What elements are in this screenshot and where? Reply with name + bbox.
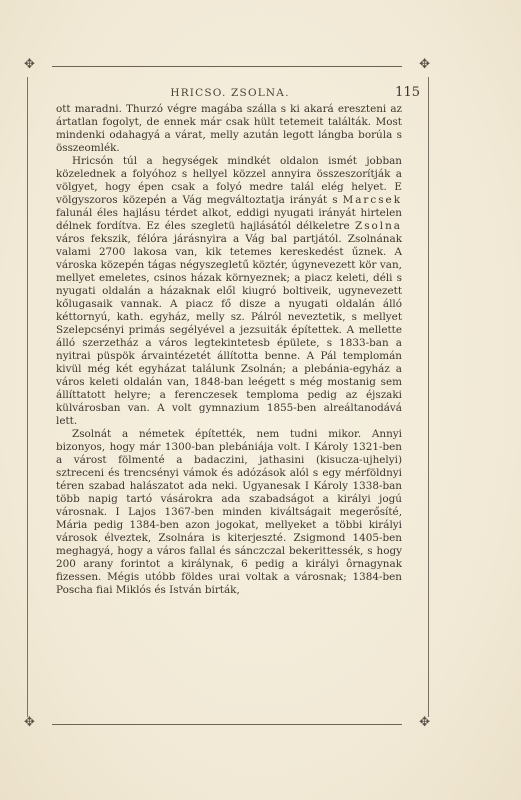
- paragraph: [56, 155, 402, 428]
- page-header: [40, 83, 420, 99]
- left-border-rule: [27, 77, 28, 717]
- paragraph: [56, 103, 402, 155]
- text-run: város fekszik, félóra járásnyira a Vág bal partjától. Zsolnának valami 2700 lakosa van, kik tetemes kereskedést űznek. A városka közepén tágas négyszegletű köztér, úgynevezett kör van, mellyet emeletes, csinos házak környeznek; a piacz keleti, déli s nyugati oldalán a házaknak elől kiugró boltiveik, ugynevezett kőlugasaik vannak. A piacz fő disze a nyugati oldalán álló kéttornyú, kath. egyház, melly sz. Pálról neveztetik, s mellyet Szelepcsényi primás segélyével a jezsuiták építettek. A mellette álló szerzetház a város legtekintetesb épülete, s 1833-ban a nyitrai püspök árvaintézetét állította benne. A Pál templomán kivül még két egyházat találunk Zsolnán; a plebánia-egyház a város keleti oldalán van, 1848-ban leégett s még mostanig sem állíttatott helyre; a ferenczesek temploma pedig az éjszaki külvárosban van. A volt gymnazium 1855-ben alreáltanodává lett.: [56, 233, 402, 427]
- text-run: falunál éles hajlásu térdet alkot, eddigi nyugati irányát hirtelen délnek fordítva. Ez éles szegletü hajlásától délkeletre: [56, 207, 402, 232]
- top-rule: [52, 66, 402, 67]
- spaced-place-name: Zsolna: [354, 220, 402, 232]
- top-left-ornament-icon: ✥: [24, 57, 35, 72]
- right-border-rule: [428, 77, 429, 717]
- bottom-left-ornament-icon: ✥: [24, 715, 35, 730]
- paragraph: [56, 428, 402, 597]
- bottom-ornamental-border: [24, 715, 430, 730]
- page-number: 115: [395, 85, 420, 100]
- bottom-rule: [52, 724, 402, 725]
- top-right-ornament-icon: ✥: [419, 57, 430, 72]
- top-ornamental-border: [24, 57, 430, 72]
- running-title: HRICSO. ZSOLNA.: [170, 87, 290, 99]
- text-run: ott maradni. Thurzó végre magába szálla s ki akará ereszteni az ártatlan fogolyt, de ennek már csak hült tetemeit találták. Most mindenki odahagyá a várat, melly azután legott lángba borúla s összeomlék.: [56, 103, 402, 154]
- body-text: [56, 103, 402, 597]
- bottom-right-ornament-icon: ✥: [419, 715, 430, 730]
- text-run: Zsolnát a németek építették, nem tudni mikor. Annyi bizonyos, hogy már 1300-ban plebániája volt. I Károly 1321-ben a várost fölmenté a badaczini, jathasini (kisucza-ujhelyi) sztreceni és trencsényi vámok és adózások alól s egy mérföldnyi téren szabad halászatot ada neki. Ugyanesak I Károly 1338-ban több napig tartó vásárokra ada szabadságot a királyi jogú városnak. I Lajos 1367-ben minden kiváltságait megerősíté, Mária pedig 1384-ben azon jogokat, mellyeket a többi királyi városok élveztek, Zsolnára is kiterjeszté. Zsigmond 1405-ben meghagyá, hogy a város fallal és sánczczal bekerittessék, s hogy 200 arany forintot a királynak, 6 pedig a királyi ôrnagynak fizessen. Mégis utóbb földes urai voltak a városnak; 1384-ben Poscha fiai Miklós és István birták,: [56, 428, 402, 596]
- text-run: Hricsón túl a hegységek mindkét oldalon ismét jobban közelednek a folyóhoz s hellyel közzel annyira összeszorítják a völgyet, hogy épen csak a folyó medre talál elég helyet. E völgyszoros közepén a Vág megváltoztatja irányát s: [56, 155, 402, 206]
- spaced-place-name: Marcsek: [342, 194, 402, 206]
